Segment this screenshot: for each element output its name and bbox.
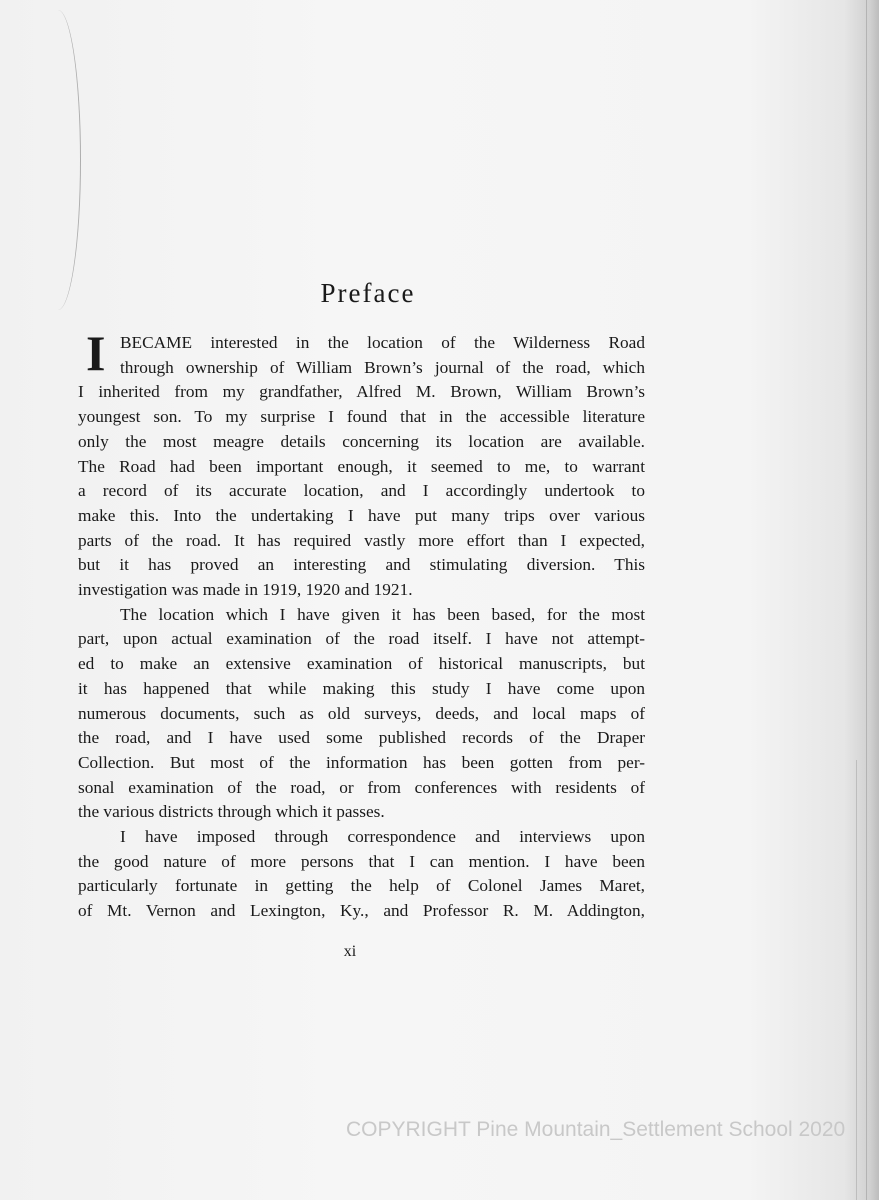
text-line: ed to make an extensive examination of historical manuscripts, but <box>78 654 645 674</box>
text-line: make this. Into the undertaking I have put many trips over various <box>78 505 645 525</box>
text-line: of Mt. Vernon and Lexington, Ky., and Professor R. M. Addington, <box>78 901 645 921</box>
text-line: The Road had been important enough, it seemed to me, to warrant <box>78 456 645 476</box>
text-line: I have imposed through correspondence and interviews upon <box>120 827 645 846</box>
text-line: BECAME interested in the location of the Wilderness Road <box>120 333 645 352</box>
text-line: parts of the road. It has required vastly more effort than I expected, <box>78 530 645 550</box>
text-line: sonal examination of the road, or from conferences with residents of <box>78 777 645 797</box>
text-line: the road, and I have used some published records of the Draper <box>78 728 645 748</box>
page-edge <box>866 0 867 1200</box>
text-line: through ownership of William Brown’s journal of the road, which <box>120 357 645 377</box>
text-line: but it has proved an interesting and stimulating diversion. This <box>78 555 645 575</box>
text-line: I inherited from my grandfather, Alfred M. Brown, William Brown’s <box>78 382 645 402</box>
copyright-watermark: COPYRIGHT Pine Mountain_Settlement School 2020 <box>346 1118 846 1141</box>
text-line: only the most meagre details concerning its location are available. <box>78 431 645 451</box>
text-line: the good nature of more persons that I can mention. I have been <box>78 851 645 871</box>
text-line: a record of its accurate location, and I accordingly undertook to <box>78 481 645 501</box>
text-line: numerous documents, such as old surveys, deeds, and local maps of <box>78 703 645 723</box>
page-number: xi <box>343 943 357 960</box>
text-line: youngest son. To my surprise I found that in the accessible literature <box>78 407 645 427</box>
text-line: investigation was made in 1919, 1920 and 1921. <box>78 580 413 599</box>
page-title: Preface <box>320 278 416 308</box>
text-line: Collection. But most of the information has been gotten from per- <box>78 752 645 772</box>
page-edge <box>856 760 857 1200</box>
text-line: it has happened that while making this study I have come upon <box>78 678 645 698</box>
text-line: particularly fortunate in getting the help of Colonel James Maret, <box>78 876 645 896</box>
text-line: part, upon actual examination of the road itself. I have not attempt- <box>78 629 645 649</box>
drop-cap: I <box>86 325 106 381</box>
text-line: the various districts through which it passes. <box>78 802 385 822</box>
text-line: The location which I have given it has been based, for the most <box>120 604 645 624</box>
page-crease <box>58 10 81 310</box>
